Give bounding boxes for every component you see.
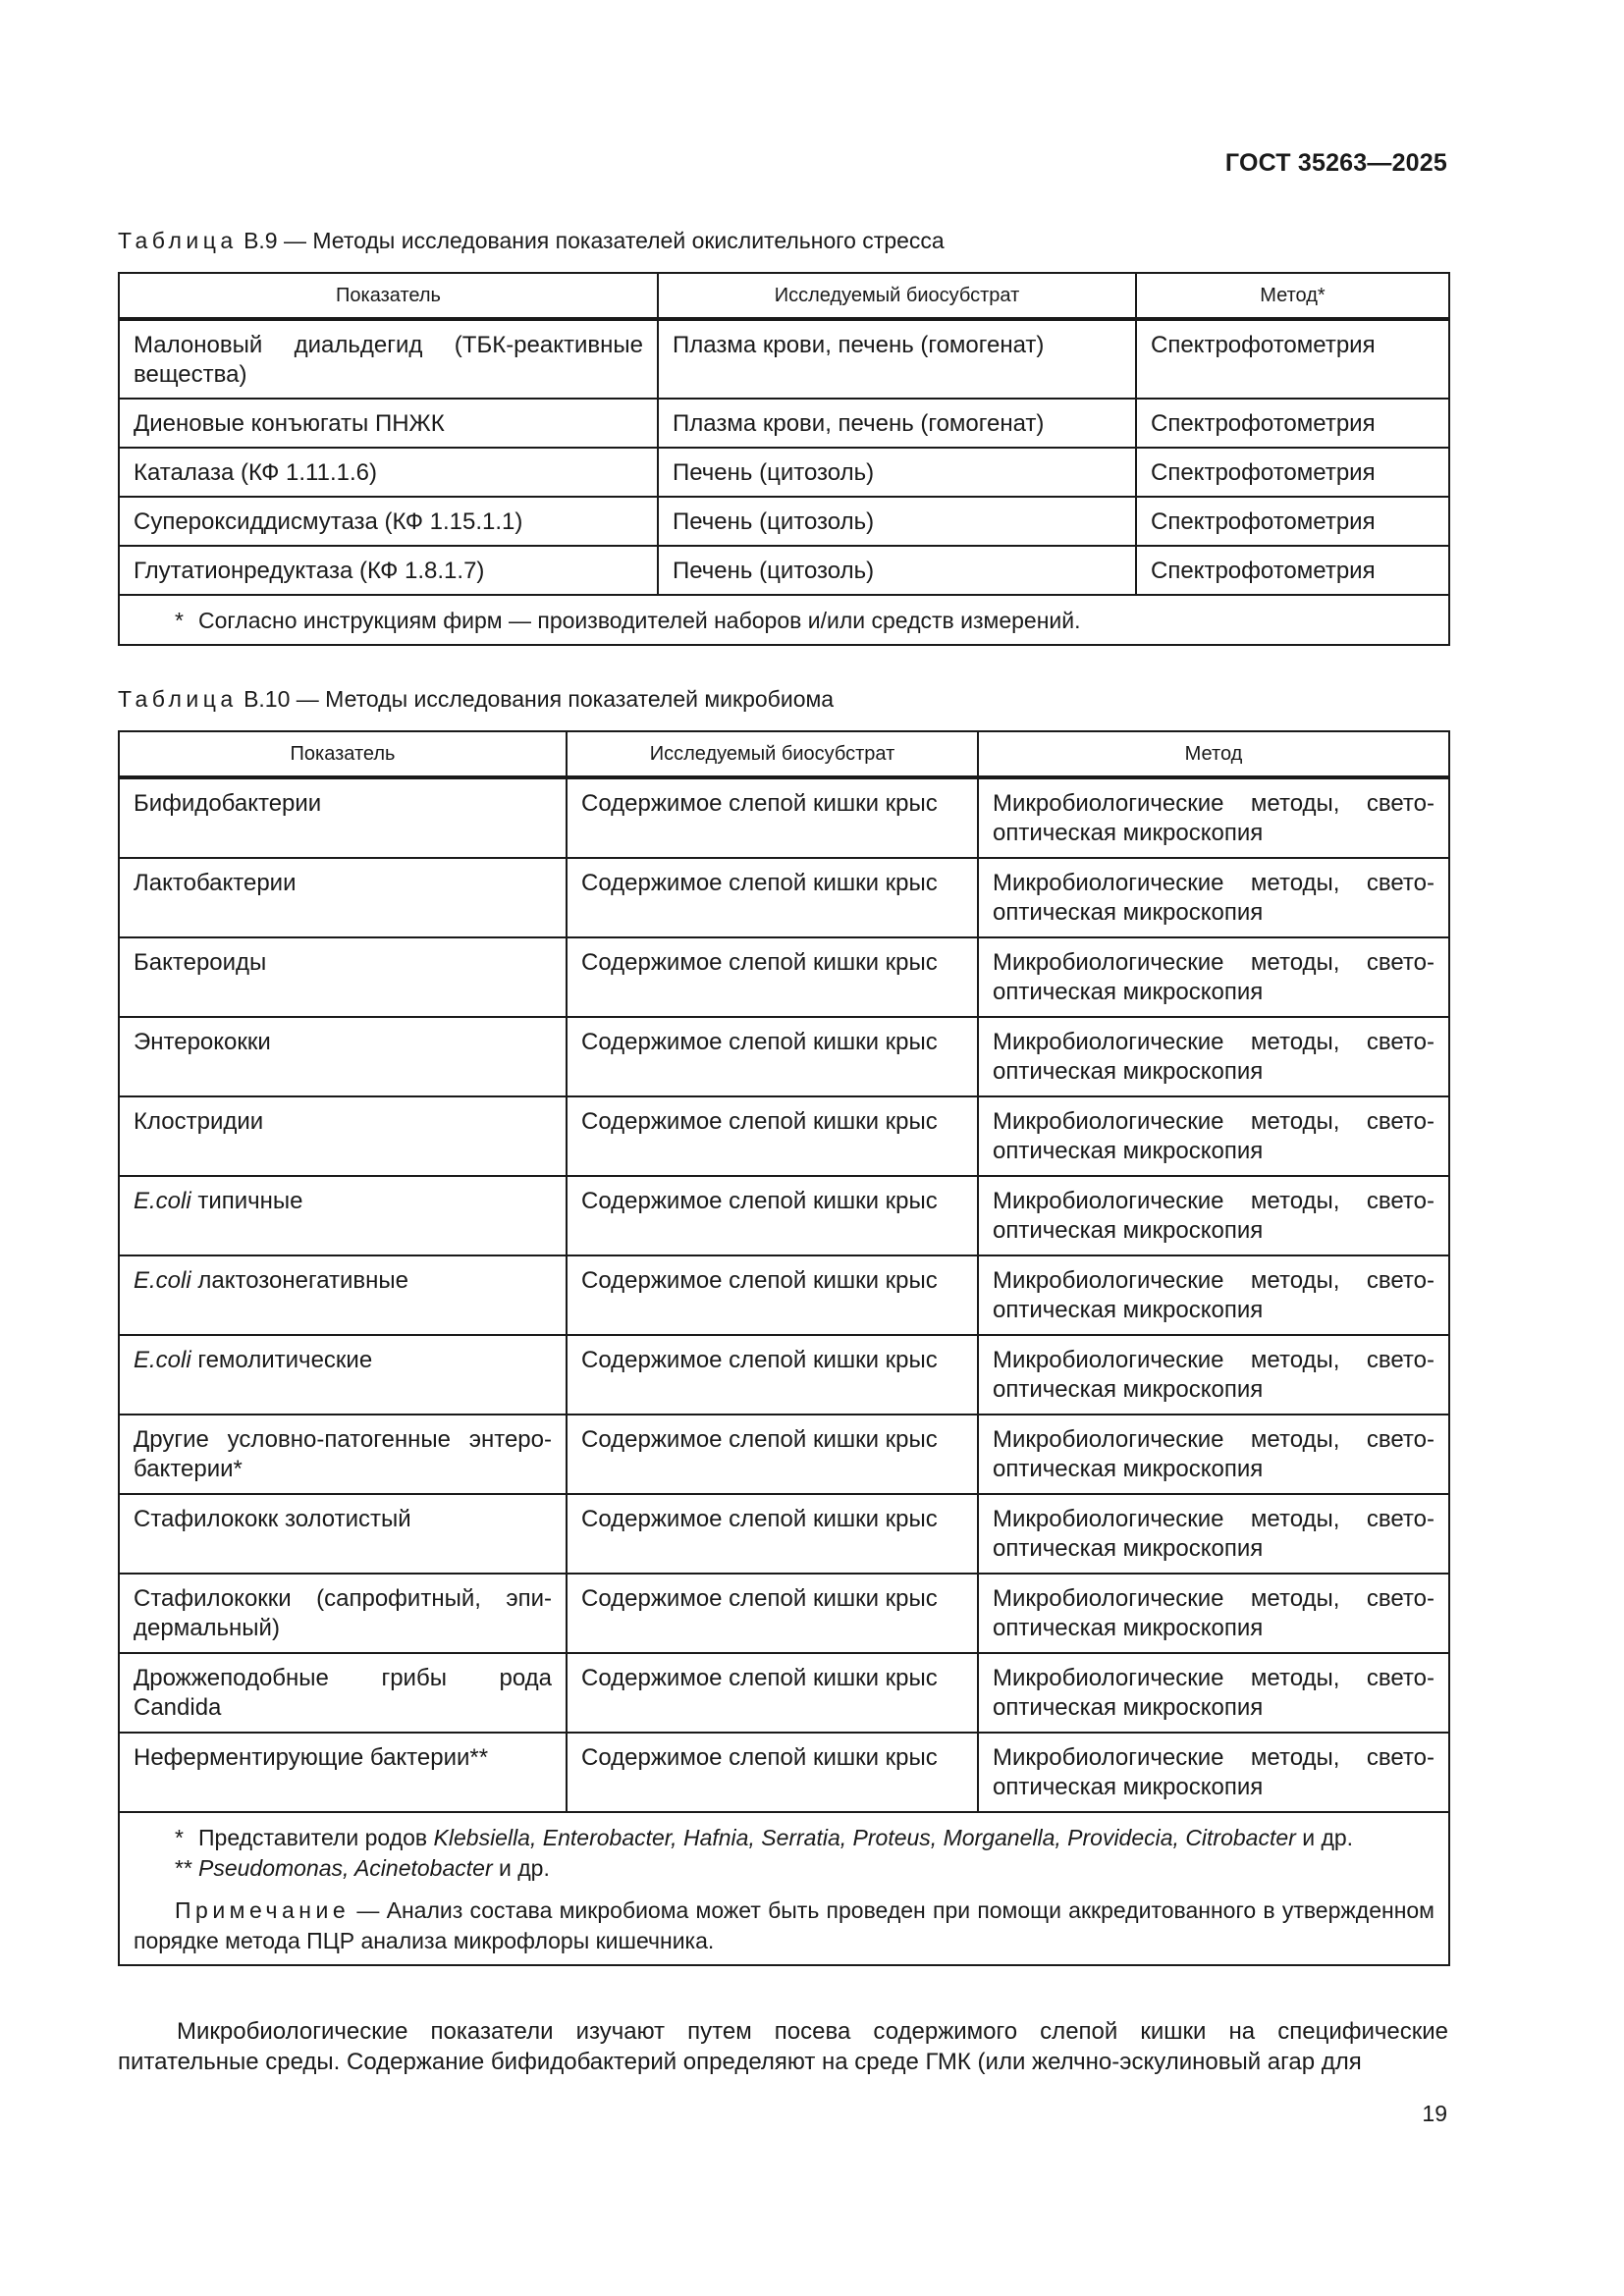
cell-substrate: Содержимое слепой кишки крыс <box>567 777 978 858</box>
footnote-mark: * <box>175 608 184 633</box>
indicator-text: Другие условно-патогенные энтеро-бактерии* <box>134 1426 552 1482</box>
cell-indicator <box>119 858 567 937</box>
cell-substrate: Печень (цитозоль) <box>658 546 1136 595</box>
cell-substrate: Печень (цитозоль) <box>658 448 1136 497</box>
cell-indicator <box>119 1096 567 1176</box>
column-header-method: Метод <box>978 731 1449 777</box>
cell-method: Микробиологические методы, свето-оптическая микроскопия <box>978 1255 1449 1335</box>
footnote-2 <box>134 1853 1435 1884</box>
table-row <box>119 1415 1449 1494</box>
cell-substrate: Содержимое слепой кишки крыс <box>567 1415 978 1494</box>
indicator-text: гемолитические <box>190 1347 373 1373</box>
cell-indicator <box>119 1255 567 1335</box>
table-row <box>119 319 1449 399</box>
cell-indicator <box>119 1574 567 1653</box>
cell-indicator <box>119 1415 567 1494</box>
indicator-text: Лактобактерии <box>134 870 297 896</box>
table-row <box>119 937 1449 1017</box>
cell-indicator: Малоновый диальдегид (ТБК-реактивные вещества) <box>119 319 658 399</box>
table9-caption-label: Таблица <box>118 228 238 253</box>
indicator-text: типичные <box>190 1188 303 1214</box>
cell-method: Спектрофотометрия <box>1136 497 1449 546</box>
cell-substrate: Содержимое слепой кишки крыс <box>567 1494 978 1574</box>
table-row <box>119 1335 1449 1415</box>
cell-method: Спектрофотометрия <box>1136 399 1449 448</box>
column-header-method: Метод* <box>1136 273 1449 319</box>
table-row <box>119 1017 1449 1096</box>
body-paragraph: Микробиологические показатели изучают путем посева содержимого слепой кишки на специфические питательные среды. Содержание бифидобактерий определяют на среде ГМК (или желчно-эскулиновый агар для <box>118 2018 1448 2075</box>
cell-substrate: Содержимое слепой кишки крыс <box>567 858 978 937</box>
table-row <box>119 399 1449 448</box>
table-oxidative-stress <box>118 272 1450 646</box>
column-header-indicator: Показатель <box>119 731 567 777</box>
table-remark <box>134 1896 1435 1956</box>
table-footnote-row <box>119 595 1449 645</box>
cell-substrate: Плазма крови, печень (гомогенат) <box>658 399 1136 448</box>
cell-substrate: Содержимое слепой кишки крыс <box>567 1017 978 1096</box>
table-row <box>119 546 1449 595</box>
table-row <box>119 858 1449 937</box>
cell-indicator <box>119 1653 567 1733</box>
cell-method: Микробиологические методы, свето-оптическая микроскопия <box>978 1415 1449 1494</box>
table-row <box>119 1653 1449 1733</box>
table9-caption <box>118 228 945 254</box>
cell-indicator <box>119 777 567 858</box>
footnote-mark: * <box>175 1825 184 1850</box>
cell-substrate: Содержимое слепой кишки крыс <box>567 1733 978 1812</box>
cell-substrate: Содержимое слепой кишки крыс <box>567 937 978 1017</box>
table-row <box>119 777 1449 858</box>
indicator-text: Стафилококк золотистый <box>134 1506 411 1532</box>
column-header-indicator: Показатель <box>119 273 658 319</box>
footnote-mark: ** <box>175 1855 192 1881</box>
cell-method: Микробиологические методы, свето-оптическая микроскопия <box>978 777 1449 858</box>
cell-substrate: Содержимое слепой кишки крыс <box>567 1335 978 1415</box>
table-row <box>119 1176 1449 1255</box>
table-row <box>119 1494 1449 1574</box>
indicator-text: Бифидобактерии <box>134 790 322 817</box>
footnote-2-suffix: и др. <box>492 1855 550 1881</box>
cell-indicator <box>119 1176 567 1255</box>
page-number: 19 <box>1422 2101 1447 2126</box>
cell-indicator <box>119 1017 567 1096</box>
remark-text: — Анализ состава микробиома может быть проведен при помощи аккредитованного в утвержденном порядке метода ПЦР анализа микрофлоры кишечника. <box>134 1897 1435 1953</box>
table-microbiome <box>118 730 1450 1966</box>
table9-caption-text: В.9 — Методы исследования показателей окислительного стресса <box>244 228 945 253</box>
cell-indicator <box>119 1733 567 1812</box>
indicator-text: Стафилококки (сапрофитный, эпи-дермальный) <box>134 1585 552 1641</box>
table-footnote-row <box>119 1812 1449 1965</box>
table10-notes <box>119 1812 1449 1965</box>
cell-method: Микробиологические методы, свето-оптическая микроскопия <box>978 937 1449 1017</box>
table-row <box>119 1733 1449 1812</box>
cell-indicator: Глутатионредуктаза (КФ 1.8.1.7) <box>119 546 658 595</box>
cell-indicator: Супероксиддисмутаза (КФ 1.15.1.1) <box>119 497 658 546</box>
cell-substrate: Содержимое слепой кишки крыс <box>567 1255 978 1335</box>
footnote-1 <box>134 1823 1435 1853</box>
cell-substrate: Печень (цитозоль) <box>658 497 1136 546</box>
table-row <box>119 1096 1449 1176</box>
table-row <box>119 1255 1449 1335</box>
table9-footnote <box>119 595 1449 645</box>
cell-indicator: Каталаза (КФ 1.11.1.6) <box>119 448 658 497</box>
cell-indicator <box>119 937 567 1017</box>
footnote-1-genera: Klebsiella, Enterobacter, Hafnia, Serratia, Proteus, Morganella, Providecia, Citrobacter <box>433 1825 1296 1850</box>
cell-method: Микробиологические методы, свето-оптическая микроскопия <box>978 1176 1449 1255</box>
table-row <box>119 448 1449 497</box>
document-id: ГОСТ 35263—2025 <box>1224 149 1447 177</box>
remark-label: Примечание <box>175 1897 351 1923</box>
cell-substrate: Содержимое слепой кишки крыс <box>567 1653 978 1733</box>
cell-method: Спектрофотометрия <box>1136 319 1449 399</box>
cell-method: Микробиологические методы, свето-оптическая микроскопия <box>978 1494 1449 1574</box>
cell-method: Микробиологические методы, свето-оптическая микроскопия <box>978 1335 1449 1415</box>
column-header-substrate: Исследуемый биосубстрат <box>567 731 978 777</box>
indicator-text: Бактероиды <box>134 949 267 976</box>
indicator-text: Энтерококки <box>134 1029 271 1055</box>
species-name: E.coli <box>134 1347 191 1373</box>
species-name: E.coli <box>134 1267 191 1294</box>
cell-indicator <box>119 1494 567 1574</box>
indicator-text: Неферментирующие бактерии** <box>134 1744 489 1771</box>
cell-substrate: Содержимое слепой кишки крыс <box>567 1096 978 1176</box>
footnote-1-suffix: и др. <box>1295 1825 1354 1850</box>
table10-caption-text: В.10 — Методы исследования показателей микробиома <box>244 686 835 712</box>
table-row <box>119 497 1449 546</box>
indicator-text: лактозонегативные <box>190 1267 409 1294</box>
cell-method: Микробиологические методы, свето-оптическая микроскопия <box>978 1733 1449 1812</box>
cell-substrate: Содержимое слепой кишки крыс <box>567 1176 978 1255</box>
cell-method: Спектрофотометрия <box>1136 448 1449 497</box>
indicator-text: Дрожжеподобные грибы рода Candida <box>134 1665 552 1721</box>
cell-method: Спектрофотометрия <box>1136 546 1449 595</box>
indicator-text: Клостридии <box>134 1108 264 1135</box>
cell-method: Микробиологические методы, свето-оптическая микроскопия <box>978 1096 1449 1176</box>
table10-caption-label: Таблица <box>118 686 238 712</box>
cell-indicator: Диеновые конъюгаты ПНЖК <box>119 399 658 448</box>
footnote-2-genera: Pseudomonas, Acinetobacter <box>198 1855 493 1881</box>
cell-method: Микробиологические методы, свето-оптическая микроскопия <box>978 858 1449 937</box>
table-row <box>119 1574 1449 1653</box>
cell-method: Микробиологические методы, свето-оптическая микроскопия <box>978 1653 1449 1733</box>
cell-substrate: Плазма крови, печень (гомогенат) <box>658 319 1136 399</box>
column-header-substrate: Исследуемый биосубстрат <box>658 273 1136 319</box>
cell-method: Микробиологические методы, свето-оптическая микроскопия <box>978 1574 1449 1653</box>
footnote-1-prefix: Представители родов <box>198 1825 434 1850</box>
footnote-text: Согласно инструкциям фирм — производителей наборов и/или средств измерений. <box>198 608 1081 633</box>
cell-substrate: Содержимое слепой кишки крыс <box>567 1574 978 1653</box>
table10-caption <box>118 686 834 713</box>
species-name: E.coli <box>134 1188 191 1214</box>
cell-method: Микробиологические методы, свето-оптическая микроскопия <box>978 1017 1449 1096</box>
cell-indicator <box>119 1335 567 1415</box>
